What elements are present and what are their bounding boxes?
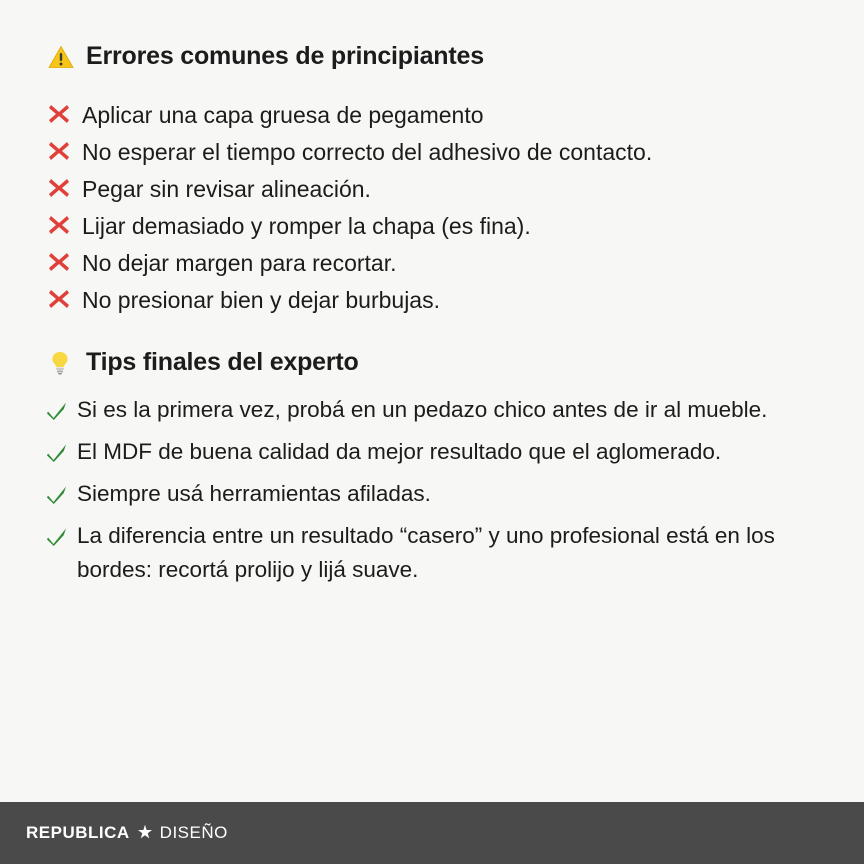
list-item-label: No esperar el tiempo correcto del adhesivo de contacto.: [82, 139, 653, 165]
list-item-label: Aplicar una capa gruesa de pegamento: [82, 102, 484, 128]
cross-mark-icon: [46, 208, 72, 238]
list-item: [40, 208, 824, 244]
list-item: [40, 134, 824, 170]
check-mark-icon: [46, 435, 68, 464]
list-item-label: No dejar margen para recortar.: [82, 250, 397, 276]
check-mark-icon: [46, 477, 68, 506]
list-item: [40, 477, 824, 511]
list-item-label: No presionar bien y dejar burbujas.: [82, 287, 440, 313]
list-item: [40, 245, 824, 281]
light-bulb-icon: [48, 350, 74, 376]
check-mark-icon: [46, 393, 68, 422]
list-item: [40, 97, 824, 133]
list-item-label: Pegar sin revisar alineación.: [82, 176, 371, 202]
cross-mark-icon: [46, 97, 72, 127]
tips-list: [40, 393, 824, 587]
mistakes-title: Errores comunes de principiantes: [86, 42, 484, 70]
brand-name-second: DISEÑO: [159, 823, 228, 842]
footer-bar: [0, 802, 864, 864]
list-item-label: Siempre usá herramientas afiladas.: [77, 481, 431, 506]
mistakes-heading: [48, 42, 824, 71]
cross-mark-icon: [46, 245, 72, 275]
cross-mark-icon: [46, 134, 72, 164]
tips-title: Tips finales del experto: [86, 348, 359, 376]
list-item: [40, 171, 824, 207]
list-item-label: El MDF de buena calidad da mejor resultado que el aglomerado.: [77, 439, 722, 464]
list-item-label: Si es la primera vez, probá en un pedazo chico antes de ir al mueble.: [77, 397, 768, 422]
brand-name-first: REPUBLICA: [26, 823, 130, 842]
tips-heading: [48, 348, 824, 377]
mistakes-list: [40, 97, 824, 318]
cross-mark-icon: [46, 171, 72, 201]
check-mark-icon: [46, 519, 68, 548]
list-item: [40, 282, 824, 318]
list-item-label: Lijar demasiado y romper la chapa (es fina).: [82, 213, 531, 239]
brand-logo: [26, 823, 228, 843]
warning-icon: [48, 44, 74, 70]
star-icon: [136, 824, 154, 842]
list-item: [40, 393, 824, 427]
list-item-label: La diferencia entre un resultado “casero” y uno profesional está en los bordes: recortá prolijo y lijá suave.: [77, 523, 775, 582]
list-item: [40, 519, 824, 587]
list-item: [40, 435, 824, 469]
cross-mark-icon: [46, 282, 72, 312]
